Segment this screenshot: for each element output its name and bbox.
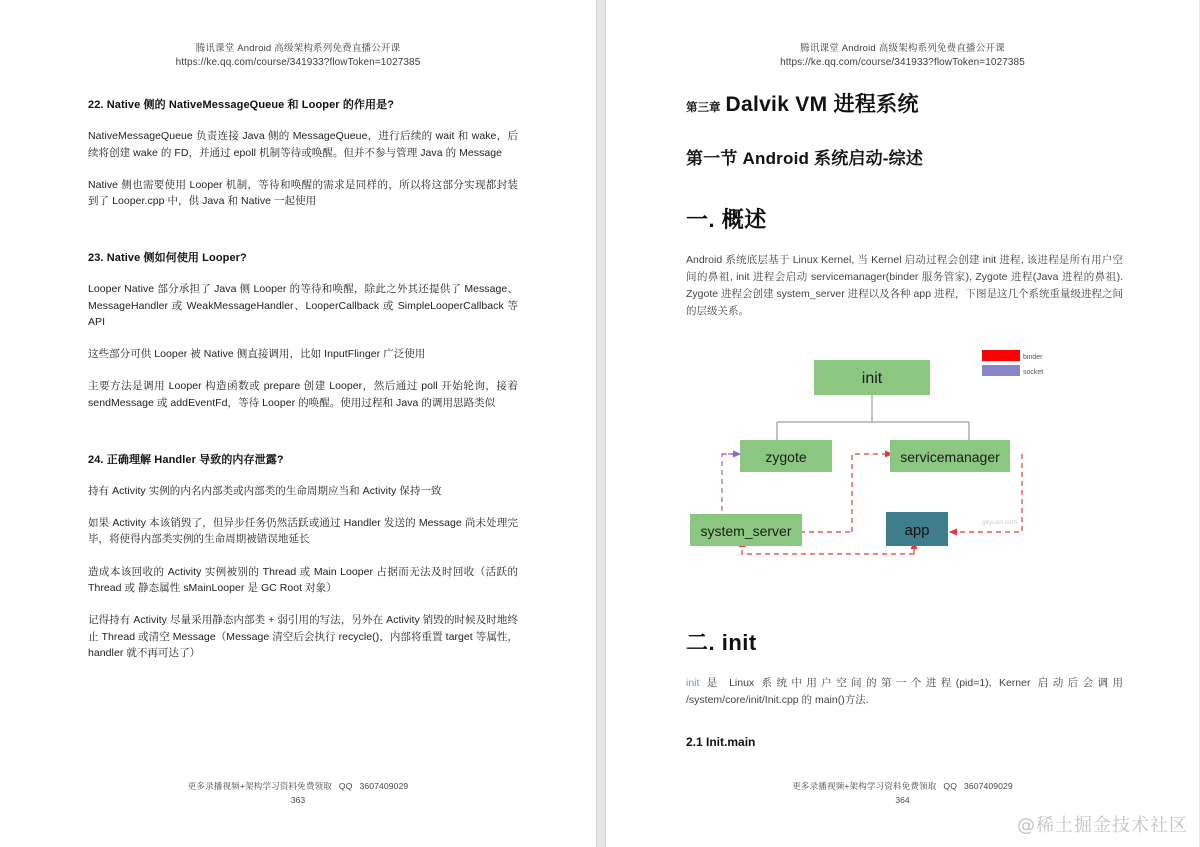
- diagram-legend: [982, 350, 1043, 376]
- page-number-left: 363: [290, 795, 306, 805]
- process-hierarchy-diagram: [682, 342, 1062, 592]
- diagram-node-zygote: [740, 440, 832, 472]
- chapter-number: 第三章: [686, 102, 721, 115]
- diagram-node-servicemanager: [890, 440, 1010, 472]
- header-course-url-right: https://ke.qq.com/course/341933?flowToken=1027385: [780, 56, 1025, 68]
- question-24-paragraph-4: 记得持有 Activity 尽量采用静态内部类 + 弱引用的写法，另外在 Activity 销毁的时候及时地终止 Thread 或清空 Message（Message 清空后会执行 recycle()，内部将重置 target 等属性，handler 就不再可达了）: [88, 614, 518, 659]
- diagram-node-app-label: app: [904, 522, 930, 540]
- footer-left-text: 更多录播视频+架构学习资料免费领取: [187, 781, 332, 791]
- header-course-title-right: 腾讯课堂 Android 高级架构系列免费直播公开课: [800, 43, 1005, 54]
- init-paragraph: [686, 675, 1123, 709]
- right-page-body: [606, 88, 1199, 749]
- chapter-title-text: Dalvik VM 进程系统: [725, 93, 919, 117]
- part-two-heading: 二. init: [686, 630, 757, 656]
- question-23-paragraph-2: 这些部分可供 Looper 被 Native 侧直接调用，比如 InputFlinger 广泛使用: [88, 348, 426, 361]
- footer-left: [0, 780, 596, 805]
- init-keyword: init: [686, 677, 700, 690]
- overview-paragraph: Android 系统底层基于 Linux Kernel, 当 Kernel 启动过程会创建 init 进程, 该进程是所有用户空间的鼻祖, init 进程会启动 servicemanager(binder 服务管家), Zygote 进程(Java 进程的鼻祖). Zygote 进程会创建 system_server 进程以及各种 app 进程，下图是这几个系统重量级进程之间的层级关系。: [686, 254, 1123, 318]
- header-course-url: https://ke.qq.com/course/341933?flowToken=1027385: [175, 56, 421, 68]
- left-page-body: [0, 96, 596, 661]
- footer-left-qq-number: 3607409029: [359, 781, 409, 791]
- site-watermark: @稀土掘金技术社区: [1017, 815, 1188, 836]
- page-left: [0, 0, 597, 847]
- question-24-paragraph-3: 造成本该回收的 Activity 实例被别的 Thread 或 Main Looper 占据而无法及时回收（活跃的 Thread 或 静态属性 sMainLooper 是 GC Root 对象）: [88, 565, 518, 594]
- footer-right-line: [606, 780, 1199, 792]
- header-course-title: 腾讯课堂 Android 高级架构系列免费直播公开课: [195, 43, 401, 54]
- question-22-paragraph-1: NativeMessageQueue 负责连接 Java 侧的 MessageQueue，进行后续的 wait 和 wake，后续将创建 wake 的 FD，并通过 epoll 机制等待或唤醒。但并不参与管理 Java 的 Message: [88, 130, 518, 159]
- question-23-paragraph-3: 主要方法是调用 Looper 构造函数或 prepare 创建 Looper，然后通过 poll 开始轮询，接着 sendMessage 或 addEventFd，等待 Looper 的唤醒。使用过程和 Java 的调用思路类似: [88, 380, 518, 409]
- running-header-left: [0, 0, 596, 70]
- question-heading-22: 22. Native 侧的 NativeMessageQueue 和 Looper 的作用是?: [88, 99, 395, 112]
- question-24-paragraph-1: 持有 Activity 实例的内名内部类或内部类的生命周期应当和 Activity 保持一致: [88, 484, 442, 497]
- chapter-title: [686, 88, 1123, 118]
- footer-right: [606, 780, 1199, 805]
- diagram-node-system-server: [690, 514, 802, 546]
- question-24-paragraph-2: 如果 Activity 本该销毁了，但异步任务仍然活跃或通过 Handler 发送的 Message 尚未处理完毕，将使得内部类实例的生命周期被错误地延长: [88, 517, 518, 546]
- footer-right-qq-number: 3607409029: [964, 781, 1013, 791]
- diagram-node-init: [814, 360, 930, 395]
- legend-swatch-binder: [982, 350, 1020, 361]
- question-heading-24: 24. 正确理解 Handler 导致的内存泄露?: [88, 453, 284, 466]
- question-heading-23: 23. Native 侧如何使用 Looper?: [88, 252, 247, 265]
- legend-label-binder: binder: [1023, 354, 1043, 362]
- section-title: 第一节 Android 系统启动-综述: [686, 149, 924, 169]
- question-23-paragraph-1: Looper Native 部分承担了 Java 侧 Looper 的等待和唤醒，除此之外其还提供了 Message、MessageHandler 或 WeakMessageHandler、LooperCallback 或 SimpleLooperCallback 等 API: [88, 283, 518, 328]
- footer-left-qq-label: QQ: [338, 781, 353, 791]
- sub-heading-init-main: 2.1 Init.main: [686, 735, 756, 750]
- diagram-node-app: [886, 512, 948, 546]
- footer-left-line: [0, 780, 596, 792]
- diagram-node-init-label: init: [861, 370, 883, 388]
- diagram-node-system-server-label: system_server: [700, 523, 792, 540]
- part-one-heading: 一. 概述: [686, 207, 767, 233]
- page-gutter: [597, 0, 605, 847]
- diagram-node-servicemanager-label: servicemanager: [900, 449, 1000, 466]
- page-number-right: 364: [895, 795, 910, 805]
- footer-right-qq-label: QQ: [943, 781, 957, 791]
- footer-right-text: 更多录播视频+架构学习资料免费领取: [792, 781, 937, 791]
- legend-label-socket: socket: [1023, 369, 1044, 377]
- page-right: [605, 0, 1199, 847]
- question-22-paragraph-2: Native 侧也需要使用 Looper 机制，等待和唤醒的需求是同样的，所以将这部分实现都封装到了 Looper.cpp 中，供 Java 和 Native 一起使用: [88, 178, 518, 208]
- running-header-right: [606, 0, 1199, 70]
- diagram-node-zygote-label: zygote: [765, 449, 807, 466]
- legend-swatch-socket: [982, 365, 1020, 376]
- diagram-credit: gityuan.com: [982, 519, 1018, 527]
- init-paragraph-rest: 是 Linux 系统中用户空间的第一个进程(pid=1), Kerner 启动后会调用 /system/core/init/Init.cpp 的 main()方法.: [686, 677, 1123, 707]
- diagram-edge-init-children: [777, 395, 969, 442]
